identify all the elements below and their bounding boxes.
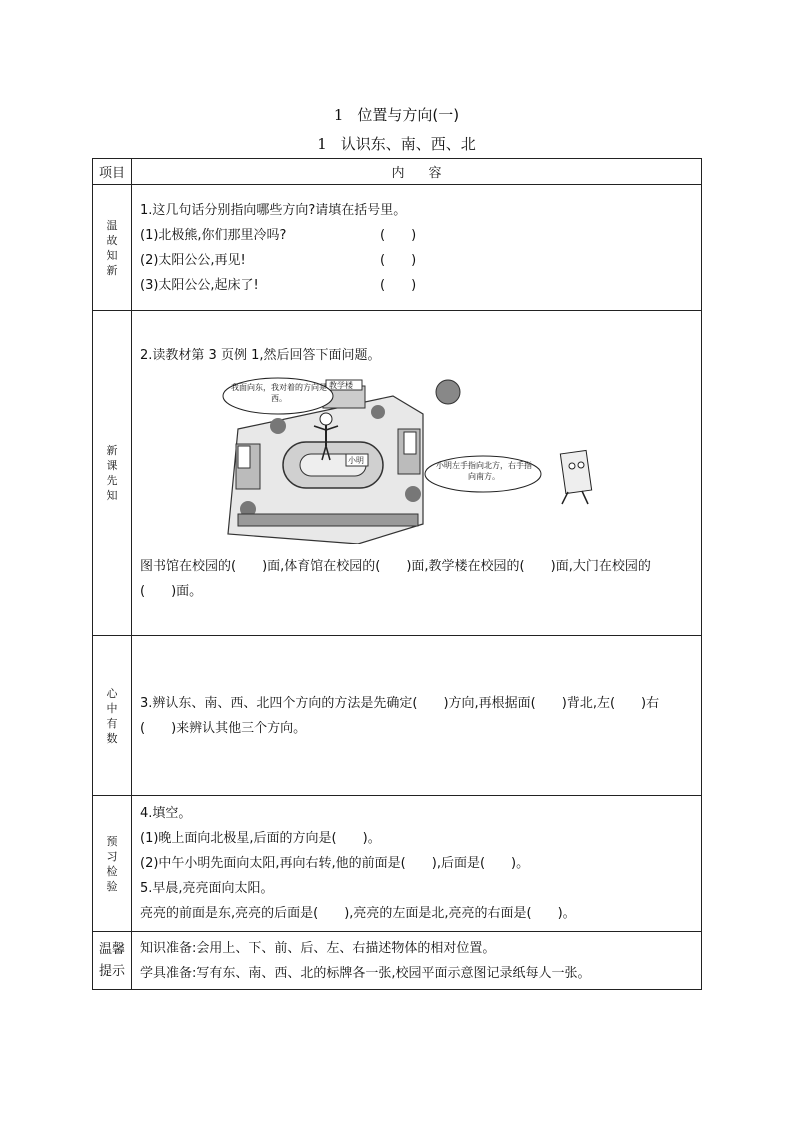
tips-label-1: 温馨 [98,941,125,957]
col-content-label: 内容 [391,166,466,181]
teaching-sign-text: 教学楼 [329,380,353,390]
heart-line-1: 3.辨认东、南、西、北四个方向的方法是先确定( )方向,再根据面( )背北,左( )右 [140,695,660,711]
book-eye [569,463,575,469]
preview-line: (1)晚上面向北极星,后面的方向是( )。 [140,831,381,846]
fill-line-2: ( )面。 [140,583,203,599]
tree [371,405,385,419]
library-sign [404,432,416,454]
book-leg [562,492,568,504]
tips-row [93,932,702,990]
lesson-title-text: 位置与方向(一) [357,106,460,124]
preview-line: 5.早晨,亮亮面向太阳。 [140,881,274,896]
heart-line-2: ( )来辨认其他三个方向。 [140,720,307,736]
review-line-1 [140,223,701,248]
newknow-row [93,311,702,636]
lesson-number: 1 [333,106,344,124]
tips-content [132,932,702,990]
boy-head [320,413,332,425]
answer-blank[interactable]: ( ) [380,227,417,243]
bubble-left-text: 我面向东，我对着的方向是西。 [231,382,327,403]
preview-label-cell [93,796,132,932]
section-title-text: 认识东、南、西、北 [340,135,476,153]
preview-label: 预习检验 [106,834,118,893]
col-item-header: 项目 [93,159,132,185]
review-line-3 [140,273,701,298]
heart-label-cell [93,636,132,796]
tips-label-cell [93,932,132,990]
name-sign-text: 小明 [348,455,364,465]
book-eye [578,462,584,468]
preview-line: 亮亮的前面是东,亮亮的后面是( ),亮亮的左面是北,亮亮的右面是( )。 [140,906,576,921]
heart-content [132,636,702,796]
tips-line-1: 知识准备:会用上、下、前、后、左、右描述物体的相对位置。 [140,940,496,956]
preview-content [132,796,702,932]
preview-line: (2)中午小明先面向太阳,再向右转,他的前面是( ),后面是( )。 [140,856,530,871]
fill-line-1: 图书馆在校园的( )面,体育馆在校园的( )面,教学楼在校园的( )面,大门在校园的 [140,558,651,574]
heart-row [93,636,702,796]
review-line-text: (1)北极熊,你们那里冷吗? [140,227,287,243]
answer-blank[interactable]: ( ) [380,252,417,268]
preview-line: 4.填空。 [140,806,192,821]
preview-row [93,796,702,932]
col-content-header [132,159,702,185]
sun-icon [436,380,460,404]
section-title [0,133,793,154]
review-label-cell [93,185,132,311]
tree [405,486,421,502]
review-content [132,185,702,311]
newknow-content [132,311,702,636]
review-row [93,185,702,311]
heart-label: 心中有数 [106,686,118,745]
section-number: 1 [317,135,327,153]
newknow-label: 新课先知 [106,444,118,502]
review-line-text: (3)太阳公公,起床了! [140,277,259,293]
gym-sign [238,446,250,468]
question-1: 1.这几句话分别指向哪些方向?请填在括号里。 [140,202,407,218]
campus-illustration [218,374,618,544]
tree [270,418,286,434]
review-line-2 [140,248,701,273]
campus-drawing [218,374,618,544]
bubble-right-text: 小明左手指向北方，右手指向南方。 [436,460,532,481]
book-character [560,450,591,493]
worksheet-table [92,158,702,990]
tips-label-2: 提示 [98,963,125,979]
lesson-title [0,104,793,125]
table-header-row [93,159,702,185]
campus-fence [238,514,418,526]
question-2: 2.读教材第 3 页例 1,然后回答下面问题。 [140,347,381,363]
newknow-label-cell [93,311,132,636]
book-leg [582,491,588,504]
answer-blank[interactable]: ( ) [380,277,417,293]
review-label: 温故知新 [106,218,118,277]
tips-line-2: 学具准备:写有东、南、西、北的标牌各一张,校园平面示意图记录纸每人一张。 [140,965,591,981]
review-line-text: (2)太阳公公,再见! [140,252,246,268]
